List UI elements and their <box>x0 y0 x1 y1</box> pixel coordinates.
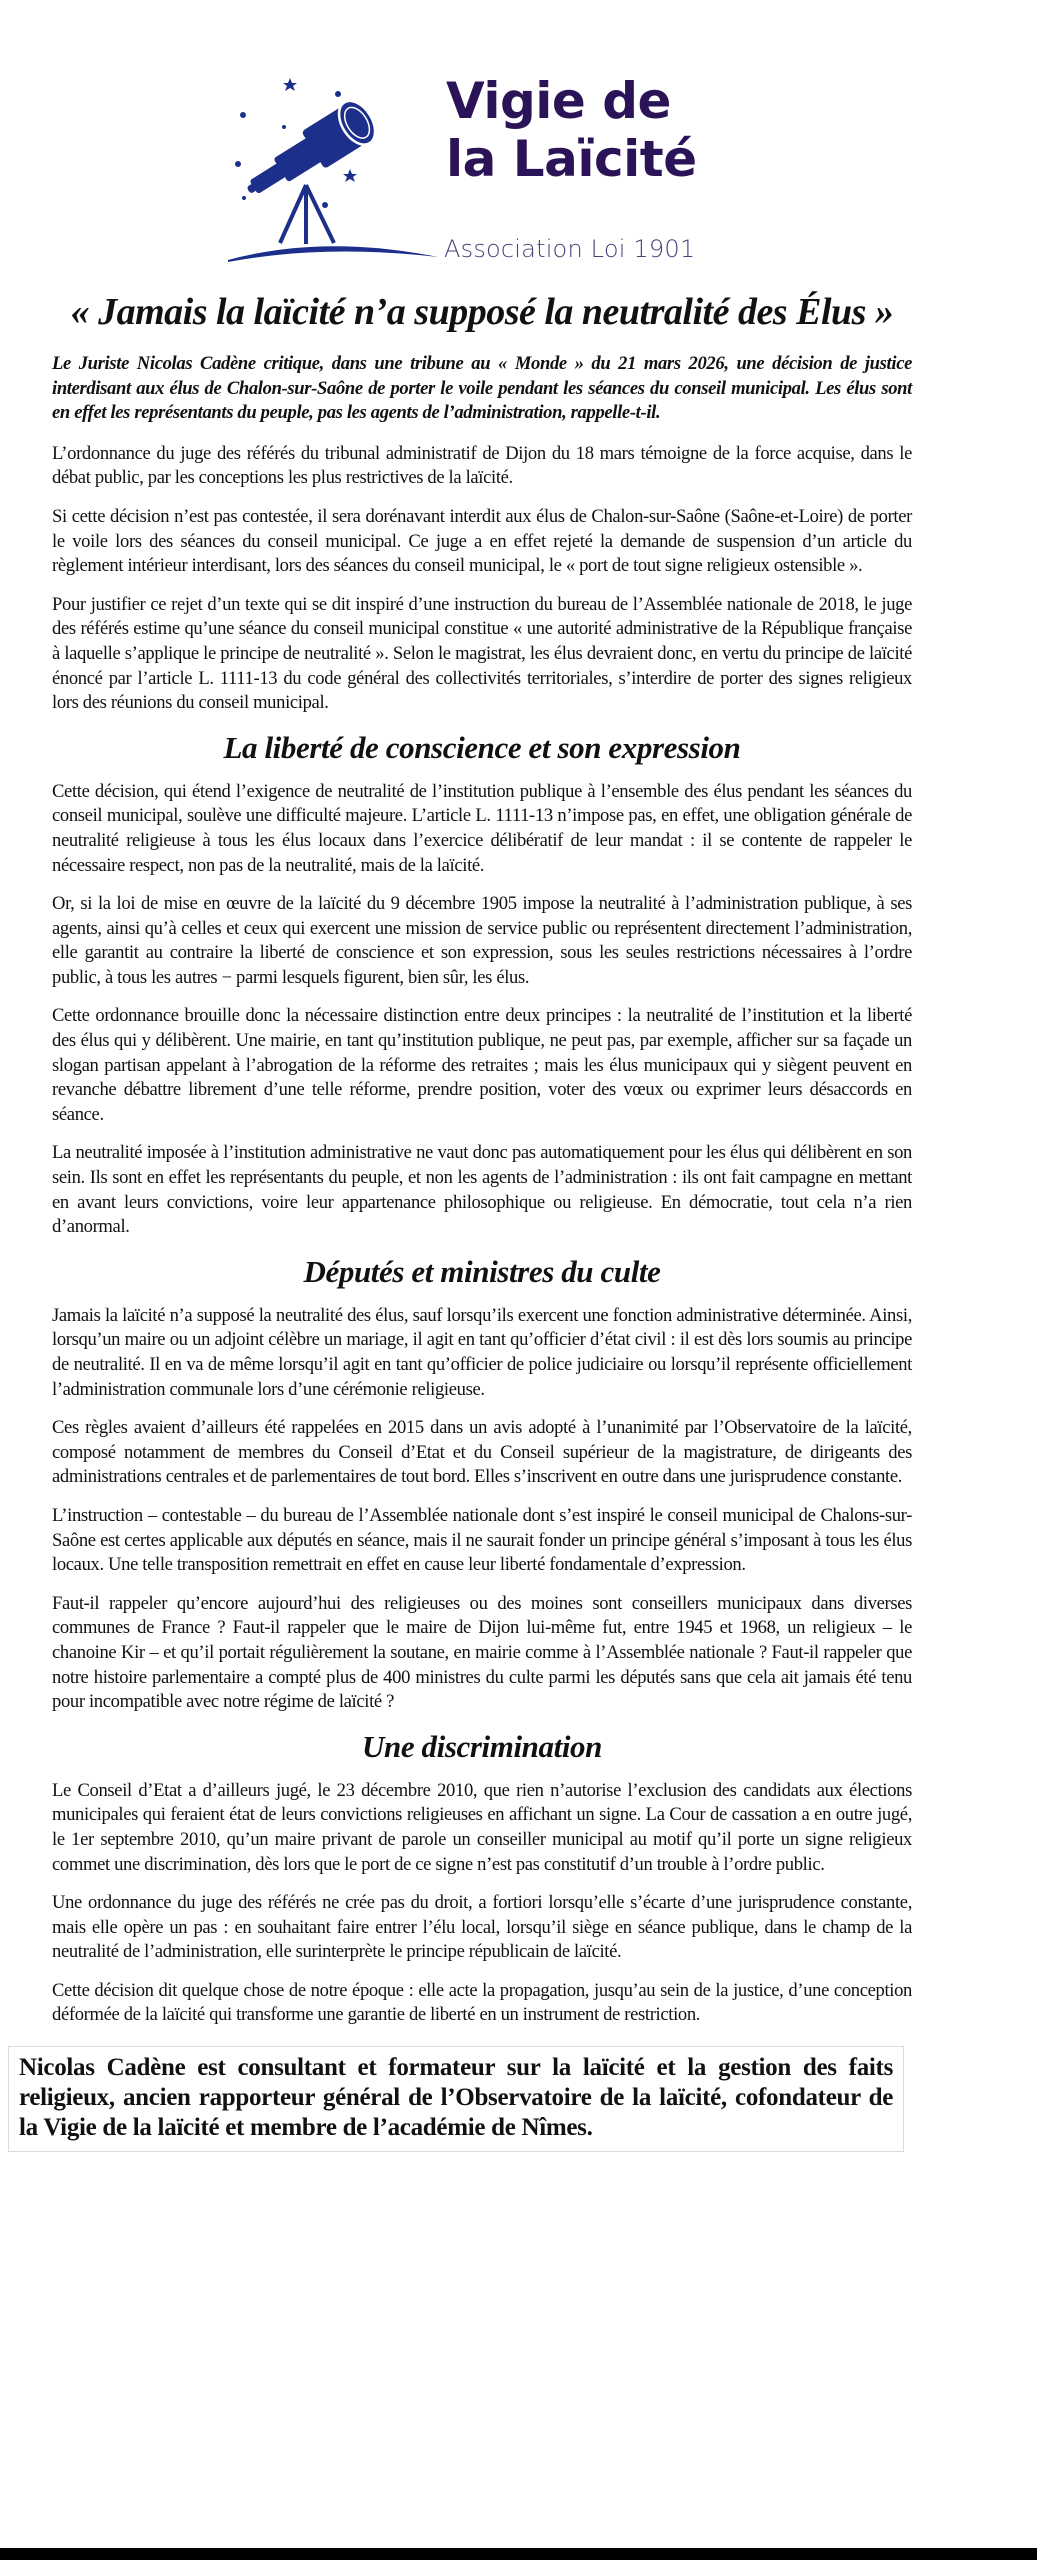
paragraph: Cette décision, qui étend l’exigence de neutralité de l’institution publique à l’ensemble des élus pendant les séances du conseil municipal, soulève une difficulté majeure. L’article L. 1111-13 n’impose pas, en effet, une obligation générale de neutralité religieuse à tous les élus locaux dans l’exercice délibératif de leur mandat : il se contente de rappeler le nécessaire respect, non pas de la neutralité, mais de la laïcité. <box>52 780 912 876</box>
paragraph: Cette décision dit quelque chose de notre époque : elle acte la propagation, jusqu’au sein de la justice, d’une conception déformée de la laïcité qui transforme une garantie de liberté en un instrument de restriction. <box>52 1979 912 2026</box>
author-bio-box <box>8 2046 904 2152</box>
paragraph: Or, si la loi de mise en œuvre de la laïcité du 9 décembre 1905 impose la neutralité à l’administration publique, à ses agents, ainsi qu’à celles et ceux qui exercent une mission de service public ou représentent directement l’administration, elle garantit au contraire la liberté de conscience et son expression, sous les seules restrictions nécessaires à l’ordre public, à tous les autres − parmi lesquels figurent, bien sûr, les élus. <box>52 893 912 988</box>
logo-title <box>446 72 697 188</box>
author-bio: Nicolas Cadène est consultant et formateur sur la laïcité et la gestion des faits religieux, ancien rapporteur général de l’Observatoire de la laïcité, cofondateur de la Vigie de la laïcité et membre de l’académie de Nîmes. <box>19 2054 893 2142</box>
paragraph: L’ordonnance du juge des référés du tribunal administratif de Dijon du 18 mars témoigne de la force acquise, dans le débat public, par les conceptions les plus restrictives de la laïcité. <box>52 442 912 489</box>
section-heading: Députés et ministres du culte <box>303 1253 661 1289</box>
star-icon <box>343 169 357 182</box>
logo <box>224 72 724 272</box>
paragraph: Une ordonnance du juge des référés ne crée pas du droit, a fortiori lorsqu’elle s’écarte d’une jurisprudence constante, mais elle opère un pas : en souhaitant faire entrer l’élu local, lorsqu’il siège en séance publique, dans le champ de la neutralité de l’administration, elle surinterprète le principe républicain de laïcité. <box>52 1892 912 1963</box>
paragraph: Si cette décision n’est pas contestée, il sera dorénavant interdit aux élus de Chalon-sur-Saône (Saône-et-Loire) de porter le voile lors des séances du conseil municipal. Ce juge a en effet rejeté la demande de suspension d’un article du règlement intérieur interdisant, lors des séances du conseil municipal, le « port de tout signe religieux ostensible ». <box>52 505 912 577</box>
section-heading: La liberté de conscience et son expression <box>223 729 741 765</box>
star-dot <box>335 91 341 97</box>
star-dot <box>322 202 328 208</box>
logo-subtitle: Association Loi 1901 <box>444 235 696 263</box>
star-icon <box>283 78 297 91</box>
paragraph: Le Conseil d’Etat a d’ailleurs jugé, le 23 décembre 2010, que rien n’autorise l’exclusion des candidats aux élections municipales qui feraient état de leurs convictions religieuses en affichant un signe. La Cour de cassation a en outre jugé, le 1er septembre 2010, qu’un maire privant de parole un conseiller municipal au motif qu’il porte un signe religieux commet une discrimination, dès lors que le port de ce signe n’est pas constitutif d’un trouble à l’ordre public. <box>52 1779 912 1875</box>
star-dot <box>282 125 286 129</box>
telescope-icon <box>224 72 444 272</box>
paragraph: Cette ordonnance brouille donc la nécessaire distinction entre deux principes : la neutralité de l’institution et la liberté des élus qui y délibèrent. Une mairie, en tant qu’institution publique, ne peut pas, par exemple, afficher sur sa façade un slogan partisan appelant à l’abrogation de la réforme des retraites ; mais les élus municipaux qui y siègent peuvent en revanche débattre librement d’une telle réforme, prendre position, voter des vœux ou exprimer leurs désaccords en séance. <box>52 1005 912 1125</box>
paragraph: Faut-il rappeler qu’encore aujourd’hui des religieuses ou des moines sont conseillers municipaux dans diverses communes de France ? Faut-il rappeler que le maire de Dijon lui-même fut, entre 1945 et 1968, un religieux – le chanoine Kir – et qu’il portait régulièrement la soutane, en mairie comme à l’Assemblée nationale ? Faut-il rappeler que notre histoire parlementaire a compté plus de 400 ministres du culte parmi les députés sans que cela ait jamais été tenu pour incompatible avec notre régime de laïcité ? <box>52 1592 912 1713</box>
logo-title-line1: Vigie de <box>446 72 671 130</box>
paragraph: Pour justifier ce rejet d’un texte qui se dit inspiré d’une instruction du bureau de l’Assemblée nationale de 2018, le juge des référés estime qu’une séance du conseil municipal constitue « une autorité administrative de la République française à laquelle s’applique le principe de neutralité ». Selon le magistrat, les élus devraient donc, en vertu du principe de laïcité énoncé par l’article L. 1111-13 du code général des collectivités territoriales, s’interdire de porter des signes religieux lors des réunions du conseil municipal. <box>52 593 912 714</box>
article-title: « Jamais la laïcité n’a supposé la neutralité des Élus » <box>70 291 894 333</box>
paragraph: Ces règles avaient d’ailleurs été rappelées en 2015 dans un avis adopté à l’unanimité par l’Observatoire de la laïcité, composé notamment de membres du Conseil d’Etat et du Conseil supérieur de la magistrature, de dirigeants des administrations centrales et de parlementaires de tout bord. Elles s’inscrivent en outre dans une jurisprudence constante. <box>52 1417 912 1488</box>
paragraph: L’instruction – contestable – du bureau de l’Assemblée nationale dont s’est inspiré le conseil municipal de Chalons-sur-Saône est certes applicable aux députés en séance, mais il ne saurait fonder un principe général s’imposant à tous les élus locaux. Une telle transposition remettrait en effet en cause leur liberté fondamentale d’expression. <box>52 1504 912 1576</box>
paragraph: Jamais la laïcité n’a supposé la neutralité des élus, sauf lorsqu’ils exercent une fonction administrative déterminée. Ainsi, lorsqu’un maire ou un adjoint célèbre un mariage, il agit en tant qu’officier d’état civil : il est dès lors soumis au principe de neutralité. Il en va de même lorsqu’il agit en tant qu’officier de police judiciaire ou lorsqu’il représente officiellement l’administration communale lors d’une cérémonie religieuse. <box>52 1304 912 1400</box>
star-dot <box>240 112 246 118</box>
star-dot <box>242 196 246 200</box>
section-heading: Une discrimination <box>362 1728 602 1764</box>
paragraph: La neutralité imposée à l’institution administrative ne vaut donc pas automatiquement pour les élus qui délibèrent en son sein. Ils sont en effet les représentants du peuple, et non les agents de l’administration : ils ont fait campagne en mettant en avant leurs convictions, voire leur appartenance philosophique ou religieuse. En démocratie, tout cela n’a rien d’anormal. <box>52 1142 912 1238</box>
bottom-bar <box>0 2548 1037 2560</box>
article-lead: Le Juriste Nicolas Cadène critique, dans une tribune au « Monde » du 21 mars 2026, une décision de justice interdisant aux élus de Chalon-sur-Saône de porter le voile pendant les séances du conseil municipal. Les élus sont en effet les représentants du peuple, pas les agents de l’administration, rappelle-t-il. <box>52 353 912 424</box>
logo-title-line2: la Laïcité <box>446 130 697 188</box>
article <box>19 290 912 2152</box>
star-dot <box>235 161 241 167</box>
